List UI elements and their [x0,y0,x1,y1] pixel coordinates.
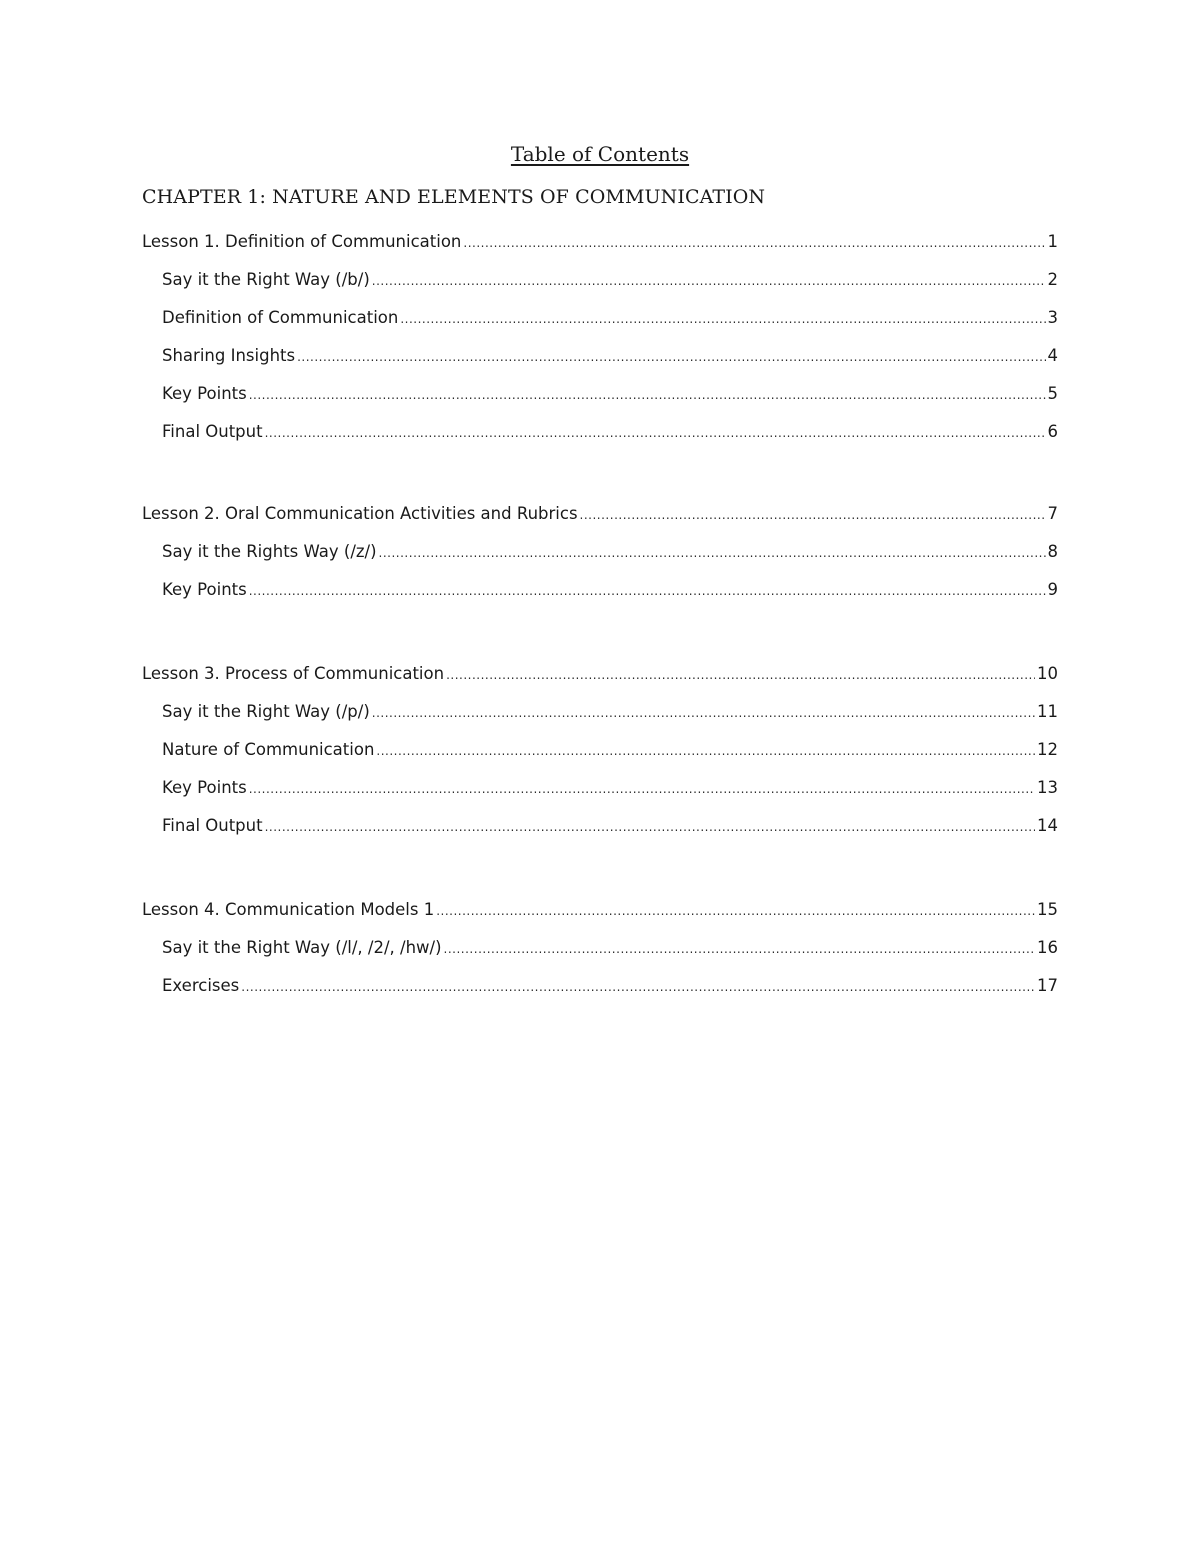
dot-leader [463,236,1045,250]
toc-entry-label: Say it the Right Way (/b/) [162,270,370,289]
toc-page-number: 10 [1037,664,1058,683]
chapter-heading: CHAPTER 1: NATURE AND ELEMENTS OF COMMUNICATION [142,186,766,208]
toc-subentry[interactable] [142,816,1058,854]
toc-subentry[interactable] [142,346,1058,384]
toc-page-number: 5 [1047,384,1058,403]
group-spacer [142,460,1058,504]
dot-leader [249,584,1046,598]
toc-entry-label: Say it the Right Way (/l/, /2/, /hw/) [162,938,442,957]
dot-leader [446,668,1035,682]
dot-leader [580,508,1046,522]
toc-page-number: 17 [1037,976,1058,995]
toc-subentry[interactable] [142,308,1058,346]
group-spacer [142,618,1058,664]
dot-leader [265,820,1035,834]
toc-page-number: 11 [1037,702,1058,721]
toc-page-number: 13 [1037,778,1058,797]
toc-subentry[interactable] [142,778,1058,816]
toc-page-number: 12 [1037,740,1058,759]
dot-leader [241,980,1035,994]
toc-page-number: 1 [1047,232,1058,251]
dot-leader [372,274,1046,288]
toc-subentry[interactable] [142,384,1058,422]
toc-entry-label: Key Points [162,384,247,403]
group-spacer [142,854,1058,900]
toc-lesson-3[interactable] [142,664,1058,702]
toc-page-number: 16 [1037,938,1058,957]
toc-entry-label: Lesson 2. Oral Communication Activities and Rubrics [142,504,578,523]
dot-leader [297,350,1045,364]
toc-lesson-1[interactable] [142,232,1058,270]
dot-leader [249,388,1046,402]
toc-list [142,232,1058,1014]
toc-entry-label: Lesson 1. Definition of Communication [142,232,462,251]
toc-subentry[interactable] [142,270,1058,308]
toc-page-number: 6 [1047,422,1058,441]
toc-entry-label: Say it the Right Way (/p/) [162,702,370,721]
dot-leader [265,426,1046,440]
toc-page-number: 8 [1047,542,1058,561]
toc-page-number: 7 [1047,504,1058,523]
dot-leader [436,904,1035,918]
toc-page-number: 14 [1037,816,1058,835]
toc-lesson-4[interactable] [142,900,1058,938]
toc-subentry[interactable] [142,542,1058,580]
toc-page-number: 3 [1047,308,1058,327]
toc-page-number: 15 [1037,900,1058,919]
toc-subentry[interactable] [142,702,1058,740]
toc-entry-label: Key Points [162,580,247,599]
toc-entry-label: Sharing Insights [162,346,296,365]
toc-subentry[interactable] [142,740,1058,778]
toc-title: Table of Contents [510,142,690,166]
toc-entry-label: Nature of Communication [162,740,375,759]
dot-leader [400,312,1045,326]
toc-lesson-2[interactable] [142,504,1058,542]
toc-page-number: 2 [1047,270,1058,289]
dot-leader [379,546,1046,560]
toc-entry-label: Exercises [162,976,240,995]
toc-entry-label: Final Output [162,816,263,835]
toc-entry-label: Lesson 4. Communication Models 1 [142,900,435,919]
toc-subentry[interactable] [142,938,1058,976]
toc-page-number: 9 [1047,580,1058,599]
toc-subentry[interactable] [142,580,1058,618]
dot-leader [249,782,1035,796]
toc-subentry[interactable] [142,422,1058,460]
dot-leader [444,942,1035,956]
toc-entry-label: Definition of Communication [162,308,399,327]
toc-entry-label: Lesson 3. Process of Communication [142,664,445,683]
toc-page-number: 4 [1047,346,1058,365]
toc-entry-label: Key Points [162,778,247,797]
dot-leader [372,706,1035,720]
toc-entry-label: Say it the Rights Way (/z/) [162,542,377,561]
dot-leader [376,744,1035,758]
toc-entry-label: Final Output [162,422,263,441]
toc-subentry[interactable] [142,976,1058,1014]
